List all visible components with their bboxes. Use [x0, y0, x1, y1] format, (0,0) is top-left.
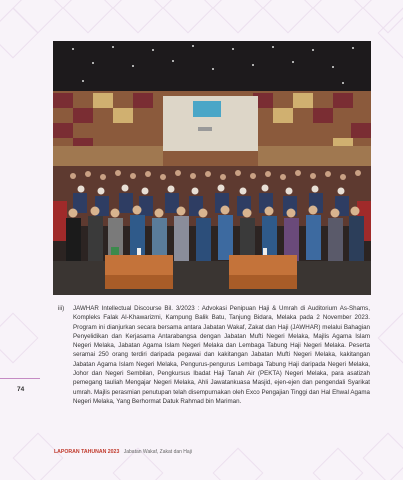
photo-caption — [58, 304, 370, 406]
group-photo — [53, 41, 371, 295]
caption-text: JAWHAR Intellectual Discourse Bil. 3/2023 : Advokasi Penipuan Haji & Umrah di Auditorium As-Shams, Kompleks Falak Al-Khawarizmi, Kampung Balik Batu, Tanjung Bidara, Melaka pada 2 November 2023. Program ini dianjurkan secara bersama antara Jabatan Wakaf, Zakat dan Haji (JAWHAR) melalui Bahagian Penyelidikan dan Kerjasama Antarabangsa dengan Jabatan Mufti Negeri Melaka, Majlis Agama Islam Negeri Melaka, Jabatan Agama Islam Negeri Melaka dan Lembaga Tabung Haji Negeri Melaka. Peserta seramai 250 orang terdiri daripada pegawai dan kakitangan Jabatan Mufti Negeri Melaka, kakitangan Jabatan Agama Islam Negeri Melaka, Pengurus-pengurus Lembaga Tabung Haji daripada Negeri Melaka, Johor dan Negeri Sembilan, Pengkursus Ibadat Haji Tanah Air (PEKTA) Negeri Melaka, para asatizah pemegang tauliah Mengajar Negeri Melaka, Ahli Jawatankuasa Masjid, ejen-ejen dan pengendali Syarikat umrah. Majlis perasmian penutupan telah disempurnakan oleh Exco Pengajian Tinggi dan Hal Ehwal Agama Negeri Melaka, Yang Berhormat Datuk Rahmad bin Mariman. — [73, 305, 370, 405]
page-number-rule — [0, 378, 40, 379]
group-photo-illustration — [53, 41, 371, 295]
footer — [54, 449, 192, 455]
footer-title: LAPORAN TAHUNAN 2023 — [54, 449, 120, 455]
caption-number: iii) — [58, 305, 65, 312]
page-number: 74 — [17, 386, 25, 393]
footer-subtitle: Jabatan Wakaf, Zakat dan Haji — [123, 449, 192, 455]
